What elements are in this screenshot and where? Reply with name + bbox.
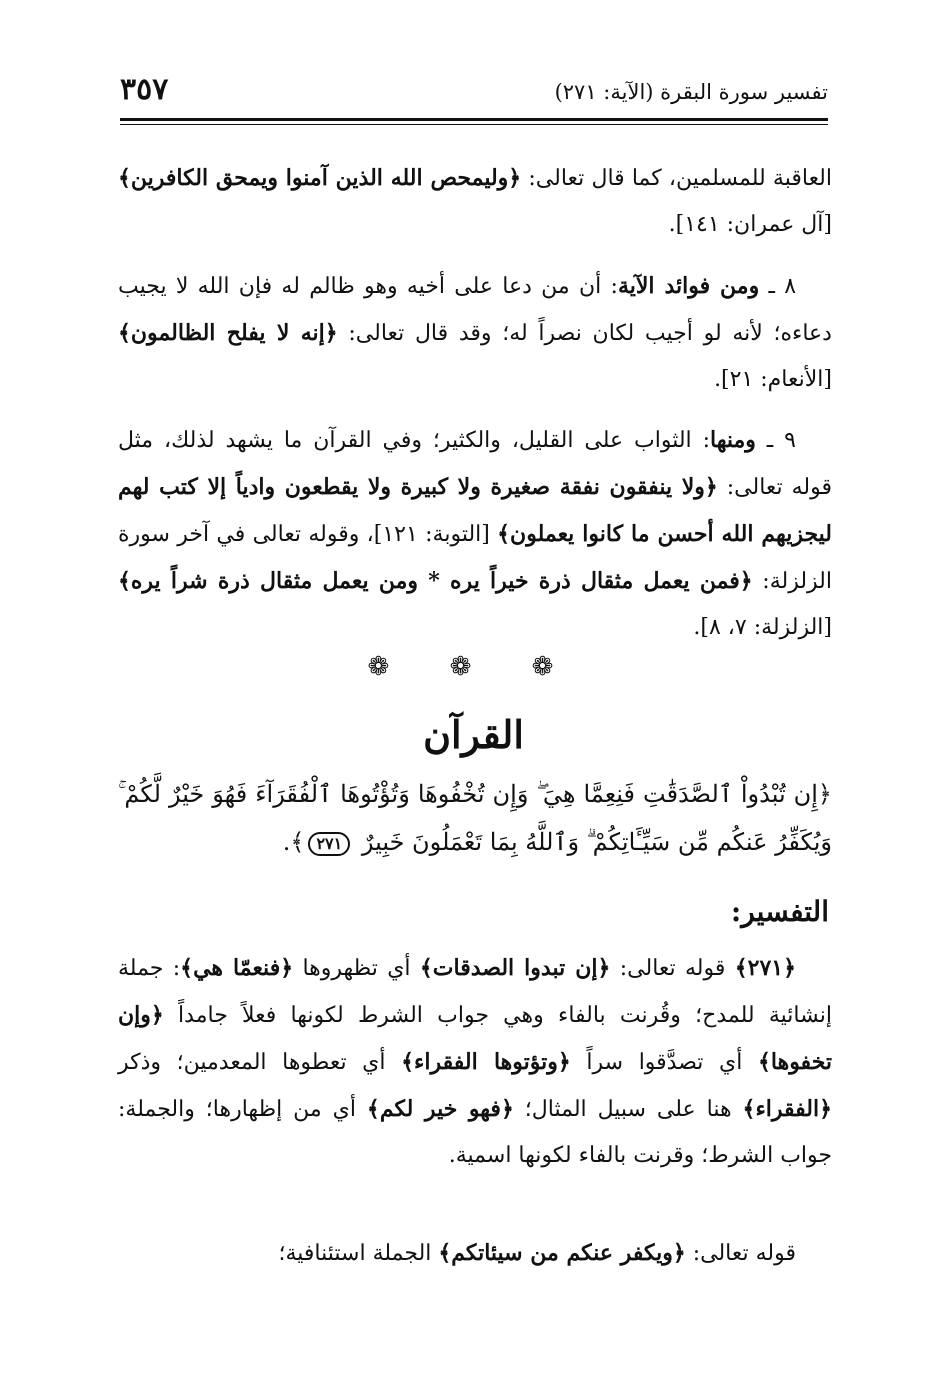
verse-text: ﴿إِن تُبْدُواْ ٱلصَّدَقَٰتِ فَنِعِمَّا هِيَ ۖ وَإِن تُخْفُوهَا وَتُؤْتُوهَا ٱلْفُقَرَآءَ فَهُوَ خَيْرٌ لَّكُمْ ۚ وَيُكَفِّرُ عَنكُم مِّن سَيِّـَٔاتِكُمْ ۗ وَٱللَّهُ بِمَا تَعْمَلُونَ خَبِيرٌ <box>118 780 832 856</box>
text: أي تصدَّقوا سراً <box>570 1050 758 1075</box>
quran-quote: ﴿فمن يعمل مثقال ذرة خيراً يره * ومن يعمل مثقال ذرة شراً يره﴾ <box>118 568 753 594</box>
text: : جملة إنشائية للمدح؛ وقُرنت بالفاء وهي جواب الشرط لكونها فعلاً جامداً <box>118 956 832 1028</box>
quran-quote: ﴿إن تبدوا الصدقات﴾ <box>419 955 611 981</box>
paragraph-2 <box>118 263 832 403</box>
text: : أن من دعا على أخيه وهو ظالم له فإن الله لا يجيب دعاءه؛ لأنه لو أجيب لكان نصراً له؛ وقد قال تعالى: <box>118 274 832 346</box>
quran-quote: ﴿ولا ينفقون نفقة صغيرة ولا كبيرة ولا يقطعون وادياً إلا كتب لهم ليجزيهم الله أحسن ما كانوا يعملون﴾ <box>118 474 832 547</box>
text: أي تظهروها <box>293 956 420 981</box>
text: ٩ ـ <box>755 428 796 453</box>
header-rule-thin <box>120 124 828 125</box>
bold-heading: ومنها <box>710 427 756 453</box>
paragraph-1 <box>118 155 832 248</box>
text: [آل عمران: ١٤١]. <box>668 212 832 237</box>
quran-quote: ﴿وليمحص الله الذين آمنوا ويمحق الكافرين﴾ <box>118 165 522 191</box>
text: أي من إظهارها؛ والجملة: جواب الشرط؛ وقرنت بالفاء لكونها اسمية. <box>118 1097 832 1168</box>
text: هنا على سبيل المثال؛ <box>513 1097 743 1122</box>
verse-ref: ﴿٢٧١﴾ <box>734 955 796 981</box>
paragraph-last <box>118 1230 832 1277</box>
text: العاقبة للمسلمين، كما قال تعالى: <box>521 166 832 191</box>
quran-quote: ﴿ويكفر عنكم من سيئاتكم﴾ <box>438 1240 686 1266</box>
text: أي تعطوها المعدمين؛ وذكر <box>118 1050 402 1075</box>
quran-quote: ﴿وإن تخفوها﴾ <box>118 1002 833 1075</box>
verse-close: ﴾. <box>282 828 305 856</box>
quran-quote: ﴿فنعمّا هي﴾ <box>180 955 294 981</box>
quran-verse <box>118 770 832 866</box>
paragraph-3 <box>118 417 832 651</box>
verse-number-badge: ٢٧١ <box>308 832 350 856</box>
page-header <box>120 72 828 112</box>
tafsir-heading: التفسير: <box>730 895 829 928</box>
text: قوله تعالى: <box>685 1241 796 1266</box>
tafsir-paragraph <box>118 945 832 1179</box>
section-title: القرآن <box>423 712 524 757</box>
page-number: ٣٥٧ <box>120 72 169 107</box>
header-rule-thick <box>120 118 828 121</box>
quran-quote: ﴿إنه لا يفلح الظالمون﴾ <box>118 320 338 346</box>
text: ٨ ـ <box>759 274 797 299</box>
text: : الثواب على القليل، والكثير؛ وفي القرآن ما يشهد لذلك، مثل قوله تعالى: <box>118 428 832 500</box>
bold-heading: ومن فوائد الآية <box>617 273 760 299</box>
running-title: تفسير سورة البقرة (الآية: ٢٧١) <box>554 80 828 104</box>
text: قوله تعالى: <box>610 956 735 981</box>
quran-quote: ﴿وتؤتوها الفقراء﴾ <box>401 1049 571 1075</box>
quran-quote: ﴿فهو خير لكم﴾ <box>366 1096 514 1122</box>
text: [التوبة: ١٢١]، وقوله تعالى في آخر سورة الزلزلة: <box>118 522 832 594</box>
text: الجملة استئنافية؛ <box>278 1241 439 1266</box>
text: [الزلزلة: ٧، ٨]. <box>693 615 832 640</box>
quran-quote: ﴿الفقراء﴾ <box>742 1096 832 1122</box>
section-separator: ❁ ❁ ❁ <box>367 652 580 682</box>
text: [الأنعام: ٢١]. <box>714 367 832 392</box>
